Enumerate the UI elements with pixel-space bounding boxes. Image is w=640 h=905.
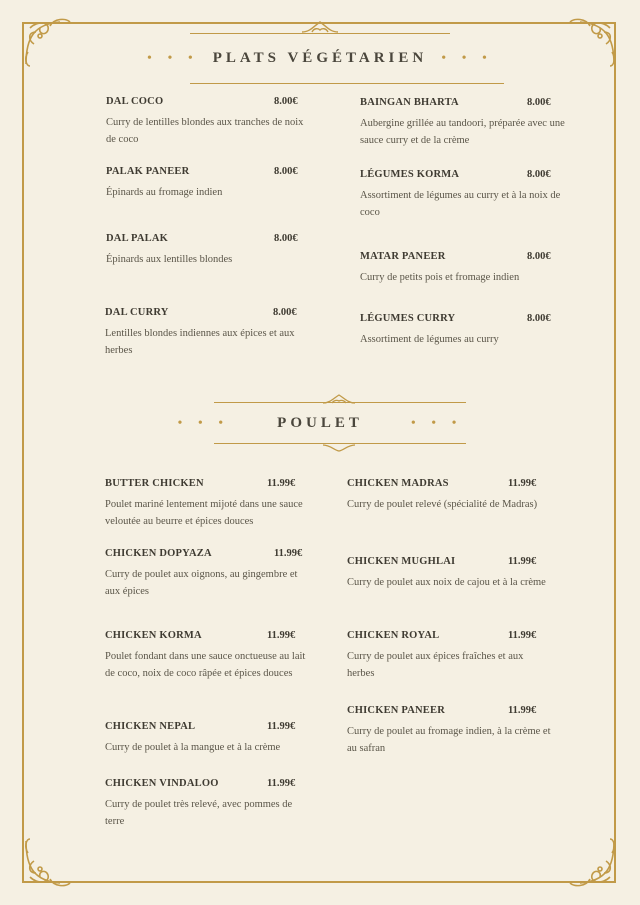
item-name: DAL CURRY (105, 307, 169, 318)
heading-dots: • • • (441, 51, 493, 66)
item-price: 11.99€ (508, 705, 537, 716)
item-price: 8.00€ (273, 307, 297, 318)
item-description: Curry de poulet relevé (spécialité de Madras) (347, 499, 538, 510)
item-name: CHICKEN PANEER (347, 705, 445, 716)
menu-item (106, 166, 311, 201)
item-name: CHICKEN NEPAL (105, 721, 196, 732)
item-price: 8.00€ (527, 313, 551, 324)
item-description: Épinards aux lentilles blondes (106, 254, 233, 265)
item-description: Curry de poulet au fromage indien, à la crème et au safran (347, 726, 551, 754)
item-name: CHICKEN KORMA (105, 630, 202, 641)
item-price: 11.99€ (267, 630, 296, 641)
section-rule (190, 83, 504, 84)
crown-ornament-icon (321, 393, 357, 405)
item-name: BAINGAN BHARTA (360, 97, 459, 108)
item-description: Curry de poulet à la mangue et à la crème (105, 742, 281, 753)
item-price: 8.00€ (527, 169, 551, 180)
crown-ornament-icon (300, 20, 340, 34)
item-price: 11.99€ (508, 478, 537, 489)
item-description: Lentilles blondes indiennes aux épices et aux herbes (105, 328, 295, 356)
menu-item (360, 169, 565, 221)
item-description: Épinards au fromage indien (106, 187, 223, 198)
menu-item (106, 233, 311, 268)
item-name: CHICKEN ROYAL (347, 630, 440, 641)
item-price: 11.99€ (508, 630, 537, 641)
item-name: CHICKEN VINDALOO (105, 778, 219, 789)
item-name: BUTTER CHICKEN (105, 478, 204, 489)
section-heading-poulet (0, 414, 640, 432)
menu-item (360, 97, 565, 149)
heading-dots: • • • (147, 51, 199, 66)
menu-item (347, 630, 552, 682)
menu-item (347, 478, 552, 513)
menu-item (105, 778, 310, 830)
corner-flourish-icon (564, 835, 620, 891)
item-name: DAL COCO (106, 96, 164, 107)
menu-item (347, 556, 552, 591)
item-price: 8.00€ (527, 97, 551, 108)
menu-item (347, 705, 552, 757)
item-name: CHICKEN MADRAS (347, 478, 449, 489)
section-heading-vegetarien (0, 49, 640, 67)
item-description: Curry de lentilles blondes aux tranches de noix de coco (106, 117, 304, 145)
item-price: 8.00€ (274, 96, 298, 107)
menu-item (105, 548, 310, 600)
item-price: 11.99€ (267, 478, 296, 489)
item-name: CHICKEN DOPYAZA (105, 548, 212, 559)
item-description: Curry de poulet aux épices fraîches et aux herbes (347, 651, 524, 679)
item-price: 8.00€ (274, 233, 298, 244)
item-description: Assortiment de légumes au curry (360, 334, 499, 345)
section-rule (214, 402, 466, 403)
scroll-ornament-icon (321, 443, 357, 453)
item-name: LÉGUMES KORMA (360, 169, 460, 180)
item-description: Curry de petits pois et fromage indien (360, 272, 520, 283)
item-description: Curry de poulet aux oignons, au gingembre et aux épices (105, 569, 298, 597)
heading-dots: • • • (410, 416, 463, 431)
corner-flourish-icon (20, 835, 76, 891)
item-description: Poulet fondant dans une sauce onctueuse au lait de coco, noix de coco râpée et épices douces (105, 651, 306, 679)
item-name: MATAR PANEER (360, 251, 446, 262)
item-description: Assortiment de légumes au curry et à la noix de coco (360, 190, 561, 218)
section-rule (190, 33, 450, 34)
section-title: PLATS VÉGÉTARIEN (212, 50, 428, 66)
item-price: 11.99€ (267, 778, 296, 789)
menu-item (360, 251, 565, 286)
item-price: 8.00€ (527, 251, 551, 262)
menu-item (105, 478, 310, 530)
item-description: Curry de poulet très relevé, avec pommes de terre (105, 799, 293, 827)
menu-item (105, 721, 310, 756)
item-name: LÉGUMES CURRY (360, 313, 456, 324)
menu-item (360, 313, 565, 348)
item-price: 8.00€ (274, 166, 298, 177)
item-name: DAL PALAK (106, 233, 168, 244)
menu-item (106, 96, 311, 148)
item-price: 11.99€ (508, 556, 537, 567)
menu-item (105, 307, 310, 359)
item-name: CHICKEN MUGHLAI (347, 556, 456, 567)
menu-item (105, 630, 310, 682)
item-price: 11.99€ (274, 548, 303, 559)
item-price: 11.99€ (267, 721, 296, 732)
section-title: POULET (277, 415, 363, 431)
item-description: Curry de poulet aux noix de cajou et à la crème (347, 577, 546, 588)
item-description: Aubergine grillée au tandoori, préparée avec une sauce curry et de la crème (360, 118, 565, 146)
item-description: Poulet mariné lentement mijoté dans une sauce veloutée au beurre et épices douces (105, 499, 303, 527)
item-name: PALAK PANEER (106, 166, 190, 177)
heading-dots: • • • (177, 416, 230, 431)
